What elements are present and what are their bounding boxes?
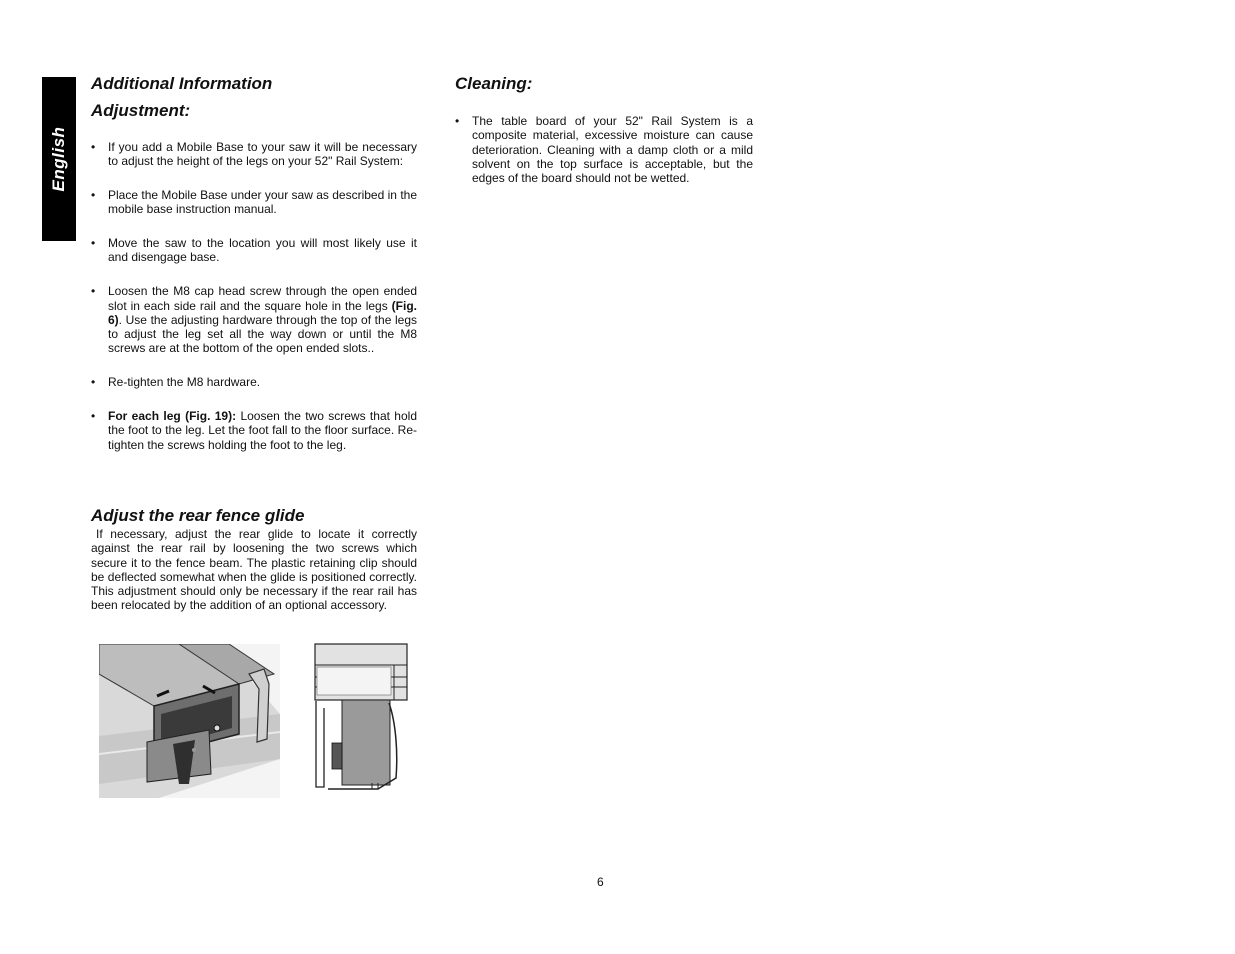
page-number: 6 [597,875,604,889]
rear-fence-paragraph-block [91,527,417,613]
list-item: • Re-tighten the M8 hardware. [91,375,417,389]
cleaning-section [455,114,753,205]
list-item: • For each leg (Fig. 19): Loosen the two screws that hold the foot to the leg. Let the foot fall to the floor surface. Re-tighten the screws holding the foot to the leg. [91,409,417,452]
heading-additional-information: Additional Information [91,74,273,93]
heading-cleaning: Cleaning: [455,74,533,93]
glide-side-view-illustration [314,643,408,791]
heading-adjustment: Adjustment: [91,101,191,120]
rear-fence-paragraph: If necessary, adjust the rear glide to locate it correctly against the rear rail by loosening the two screws which secure it to the fence beam. The plastic retaining clip should be deflected somewhat when the glide is positioned correctly. This adjustment should only be necessary if the rear rail has been relocated by the addition of an optional accessory. [91,527,417,613]
language-tab [42,77,76,241]
language-label: English [49,126,68,192]
adjustment-section [91,140,417,471]
list-item: • Move the saw to the location you will most likely use it and disengage base. [91,236,417,265]
adjustment-list [91,140,417,452]
cleaning-list [455,114,753,185]
list-item: • Loosen the M8 cap head screw through the open ended slot in each side rail and the square hole in the legs (Fig. 6). Use the adjusting hardware through the top of the legs to adjust the leg set all the way down or until the M8 screws are at the bottom of the open ended slots.. [91,284,417,355]
list-item: • If you add a Mobile Base to your saw it will be necessary to adjust the height of the legs on your 52" Rail System: [91,140,417,169]
fence-glide-illustration [99,644,280,798]
list-item: • The table board of your 52" Rail System is a composite material, excessive moisture can cause deterioration. Cleaning with a damp cloth or a mild solvent on the top surface is acceptable, but the edges of the board should not be wetted. [455,114,753,185]
list-item: • Place the Mobile Base under your saw as described in the mobile base instruction manual. [91,188,417,217]
heading-rear-fence-glide: Adjust the rear fence glide [91,506,305,525]
